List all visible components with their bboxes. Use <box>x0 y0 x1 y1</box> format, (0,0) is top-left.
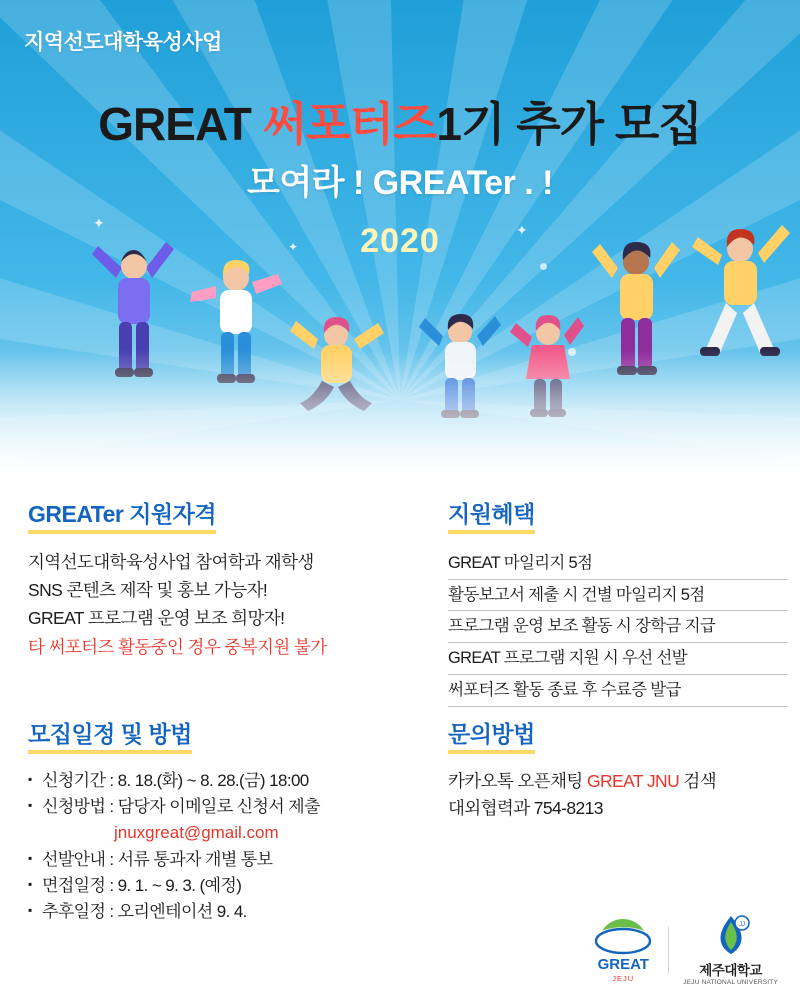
great-logo-sub: JEJU <box>612 974 635 983</box>
section-contact <box>448 720 788 822</box>
section-schedule <box>28 720 418 926</box>
schedule-item: ▪ 면접일정 : 9. 1. ~ 9. 3. (예정) <box>28 873 418 899</box>
qualification-line: 지역선도대학육성사업 참여학과 재학생 <box>28 551 314 572</box>
person-illustration <box>186 248 286 388</box>
qualification-line: GREAT 프로그램 운영 보조 희망자! <box>28 608 285 629</box>
benefits-heading: 지원혜택 <box>448 500 535 534</box>
benefits-list <box>448 548 788 707</box>
logo-row <box>592 914 778 986</box>
contact-kakao-post: 검색 <box>679 770 717 791</box>
contact-email[interactable]: jnuxgreat@gmail.com <box>114 823 279 843</box>
contact-lines <box>448 768 788 822</box>
schedule-list <box>28 768 418 926</box>
benefit-item: GREAT 프로그램 지원 시 우선 선발 <box>448 643 788 675</box>
benefit-item: 활동보고서 제출 시 건별 마일리지 5점 <box>448 580 788 612</box>
contact-kakao-pre: 카카오톡 오픈채팅 <box>448 770 587 791</box>
title-post: 1기 추가 모집 <box>436 98 702 150</box>
qualification-line: SNS 콘텐츠 제작 및 홍보 가능자! <box>28 580 268 601</box>
person-illustration <box>588 228 683 383</box>
qualification-lines <box>28 548 418 661</box>
jnu-logo <box>683 914 778 986</box>
great-logo <box>592 917 654 983</box>
jnu-name-english: JEJU NATIONAL UNIVERSITY <box>683 979 778 986</box>
dot-decoration <box>540 263 547 270</box>
schedule-item: ▪ 신청기간 : 8. 18.(화) ~ 8. 28.(금) 18:00 <box>28 768 418 794</box>
person-illustration <box>508 303 588 423</box>
person-illustration <box>88 232 178 382</box>
logo-divider <box>668 927 669 973</box>
schedule-item: ▪ 선발안내 : 서류 통과자 개별 통보 <box>28 847 418 873</box>
person-illustration <box>415 300 505 420</box>
title-pre: GREAT <box>98 98 263 150</box>
section-qualification <box>28 500 418 661</box>
contact-kakao-keyword: GREAT JNU <box>586 770 680 791</box>
benefit-item: 써포터즈 활동 종료 후 수료증 발급 <box>448 675 788 707</box>
section-benefits <box>448 500 788 707</box>
poster-year: 2020 <box>360 222 440 260</box>
schedule-email-row <box>28 820 418 846</box>
jnu-emblem-icon <box>709 914 753 956</box>
person-illustration <box>290 305 385 415</box>
sparkle-icon: ✦ <box>516 222 528 238</box>
great-logo-text: GREAT <box>597 956 649 973</box>
contact-phone-line: 대외협력과 754-8213 <box>448 797 603 818</box>
contact-heading: 문의방법 <box>448 720 535 754</box>
poster-title <box>0 88 800 154</box>
schedule-item: ▪ 추후일정 : 오리엔테이션 9. 4. <box>28 899 418 925</box>
benefit-item: GREAT 마일리지 5점 <box>448 548 788 580</box>
schedule-item: ▪ 신청방법 : 담당자 이메일로 신청서 제출 <box>28 794 418 820</box>
poster-content <box>0 470 800 1000</box>
benefit-item: 프로그램 운영 보조 활동 시 장학금 지급 <box>448 611 788 643</box>
contact-kakao-line <box>448 768 788 795</box>
poster-subtitle: 모여라 ! GREATer . ! <box>246 164 553 202</box>
sparkle-icon: ✦ <box>93 215 105 231</box>
qualification-warning: 타 써포터즈 활동중인 경우 중복지원 불가 <box>28 636 327 657</box>
title-accent: 써포터즈 <box>262 98 437 150</box>
great-logo-icon <box>592 917 654 957</box>
schedule-heading: 모집일정 및 방법 <box>28 720 192 754</box>
jnu-name: 제주대학교 <box>699 963 762 978</box>
sparkle-icon: ✦ <box>288 240 299 254</box>
person-illustration <box>690 215 790 365</box>
jnu-mark-text: JJ <box>738 922 745 928</box>
poster-banner <box>0 0 800 470</box>
project-tag: 지역선도대학육성사업 <box>24 31 222 54</box>
qualification-heading: GREATer 지원자격 <box>28 500 216 534</box>
